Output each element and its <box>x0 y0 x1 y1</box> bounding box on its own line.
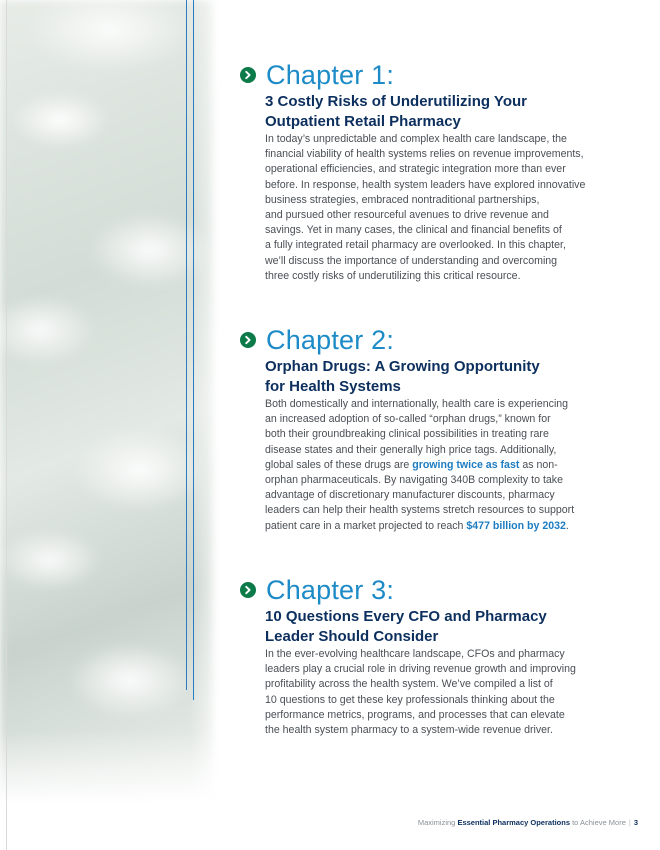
chevron-right-circle-icon <box>240 67 256 83</box>
chapter-heading <box>240 325 620 355</box>
body-line: disease states and their generally high price tags. Additionally, <box>265 443 557 456</box>
chevron-right-circle-icon <box>240 582 256 598</box>
body-line: Both domestically and internationally, health care is experiencing <box>265 398 569 410</box>
body-line: before. In response, health system leaders have explored innovative <box>265 178 586 191</box>
body-line: a fully integrated retail pharmacy are overlooked. In this chapter, <box>265 239 566 252</box>
body-text: as non- <box>519 458 558 471</box>
page-footer <box>418 818 638 827</box>
body-line: performance metrics, programs, and processes that can elevate <box>265 708 565 721</box>
body-line: leaders can help their health systems stretch resources to support <box>265 504 575 517</box>
body-line: profitability across the health system. We’ve compiled a list of <box>265 678 553 691</box>
image-fade-right <box>190 0 230 850</box>
footer-emphasis: Essential Pharmacy Operations <box>457 818 570 827</box>
chapter-body <box>265 647 620 738</box>
footer-text: Maximizing <box>417 818 458 827</box>
body-line: 10 questions to get these key professionals thinking about the <box>265 693 555 706</box>
chapter-heading <box>240 575 620 605</box>
body-line: the health system pharmacy to a system-wide revenue driver. <box>265 724 553 737</box>
body-line: In today’s unpredictable and complex health care landscape, the <box>265 133 567 145</box>
decorative-rule-1 <box>186 0 187 690</box>
body-line: an increased adoption of so-called “orphan drugs,” known for <box>265 413 551 426</box>
chapter-title-line: 3 Costly Risks of Underutilizing Your <box>265 93 527 110</box>
chapter-title-line: for Health Systems <box>265 378 401 395</box>
body-line: orphan pharmaceuticals. By navigating 340B complexity to take <box>265 474 563 487</box>
footer-text: to Achieve More <box>570 818 626 827</box>
chapter-body <box>265 397 620 534</box>
body-line: we’ll discuss the importance of understanding and overcoming <box>265 254 558 267</box>
chapter-title <box>265 357 620 397</box>
body-text: global sales of these drugs are <box>265 458 413 471</box>
chapter-title-line: 10 Questions Every CFO and Pharmacy <box>265 608 547 625</box>
chapter-title-line: Outpatient Retail Pharmacy <box>265 113 461 130</box>
chapter-label: Chapter 2: <box>266 325 395 355</box>
body-line: and pursued other resourceful avenues to drive revenue and <box>265 209 549 222</box>
chapter-title <box>265 607 620 647</box>
body-line: leaders play a crucial role in driving revenue growth and improving <box>265 663 576 676</box>
chapter-label: Chapter 3: <box>266 575 395 605</box>
growing-twice-as-fast-link[interactable]: growing twice as fast <box>412 458 520 471</box>
page-edge-rule <box>6 0 7 850</box>
chapter-body <box>265 132 620 284</box>
body-text: patient care in a market projected to reach <box>265 519 467 532</box>
chapter-heading <box>240 60 620 90</box>
body-line: three costly risks of underutilizing this critical resource. <box>265 269 521 282</box>
body-line <box>265 458 620 473</box>
body-line: operational efficiencies, and strategic integration more than ever <box>265 163 566 176</box>
chapter-title-line: Orphan Drugs: A Growing Opportunity <box>265 358 540 375</box>
body-line: financial viability of health systems relies on revenue improvements, <box>265 148 584 161</box>
chapter-label: Chapter 1: <box>266 60 395 90</box>
chapter-2-section <box>240 325 620 534</box>
body-line: advantage of discretionary manufacturer discounts, pharmacy <box>265 489 555 502</box>
body-line: both their groundbreaking clinical possibilities in treating rare <box>265 428 549 441</box>
chevron-right-circle-icon <box>240 332 256 348</box>
footer-separator: | <box>628 818 631 827</box>
market-projection-link[interactable]: $477 billion by 2032 <box>466 519 566 532</box>
body-line: savings. Yet in many cases, the clinical and financial benefits of <box>265 224 562 237</box>
body-text: . <box>565 519 569 532</box>
chapter-3-section <box>240 575 620 738</box>
body-line <box>265 519 620 534</box>
chapter-1-section <box>240 60 620 284</box>
body-line: business strategies, embraced nontraditional partnerships, <box>265 193 540 206</box>
page-number: 3 <box>633 818 638 827</box>
body-line: In the ever-evolving healthcare landscape, CFOs and pharmacy <box>265 648 565 660</box>
chapter-title-line: Leader Should Consider <box>265 628 439 645</box>
decorative-rule-2 <box>193 0 194 700</box>
chapter-title <box>265 92 620 132</box>
